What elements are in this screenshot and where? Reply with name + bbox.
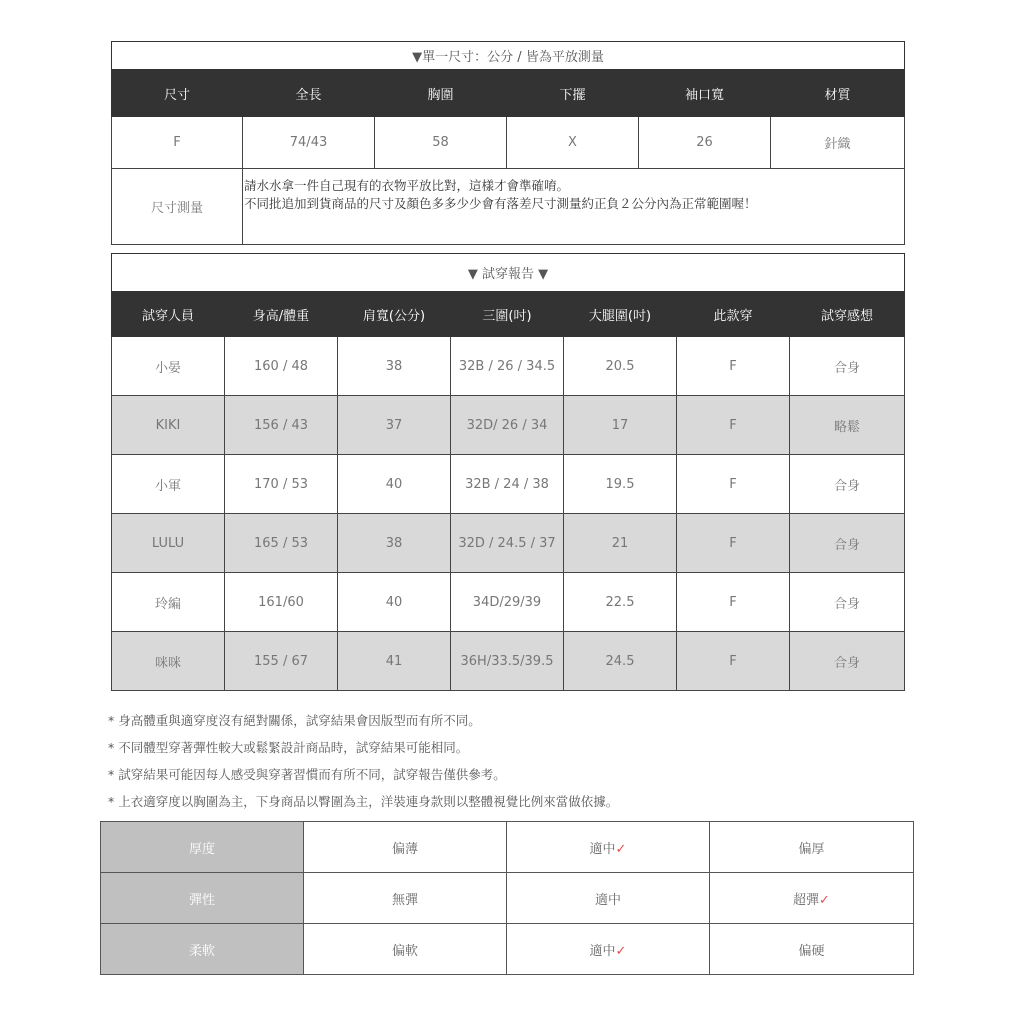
size-table <box>111 41 905 245</box>
trial-cell: 19.5 <box>564 455 677 514</box>
measure-label: 尺寸測量 <box>112 169 243 245</box>
trial-cell: 咪咪 <box>112 632 225 691</box>
trial-cell: 小軍 <box>112 455 225 514</box>
note-item: * 身高體重與適穿度沒有絕對關係，試穿結果會因版型而有所不同。 <box>108 713 481 728</box>
trial-cell: 20.5 <box>564 337 677 396</box>
feel-option <box>304 873 507 924</box>
size-header-hem: 下擺 <box>507 70 639 117</box>
table-row <box>112 632 905 691</box>
feel-option-label: 適中 <box>589 943 616 959</box>
trial-cell: KIKI <box>112 396 225 455</box>
size-header-material: 材質 <box>771 70 905 117</box>
trial-cell: 40 <box>338 455 451 514</box>
trial-cell: 合身 <box>790 337 905 396</box>
feel-option-label: 適中 <box>589 841 616 857</box>
note-item: * 上衣適穿度以胸圍為主，下身商品以臀圍為主，洋裝連身款則以整體視覺比例來當做依據。 <box>108 794 619 809</box>
size-header-chest: 胸圍 <box>375 70 507 117</box>
trial-cell: 22.5 <box>564 573 677 632</box>
fit-notes <box>108 712 618 820</box>
size-cell-chest: 58 <box>375 117 507 169</box>
feel-option <box>304 924 507 975</box>
check-icon: ✓ <box>819 892 830 908</box>
feel-label-thickness: 厚度 <box>101 822 304 873</box>
trial-header-thigh: 大腿圍(吋) <box>564 292 677 337</box>
size-cell-material: 針織 <box>771 117 905 169</box>
measure-note-line-2: 不同批追加到貨商品的尺寸及顏色多多少少會有落差尺寸測量約正負２公分內為正常範圍喔！ <box>244 196 757 211</box>
trial-cell: 32B / 24 / 38 <box>451 455 564 514</box>
feel-row-elasticity <box>101 873 914 924</box>
trial-cell: 24.5 <box>564 632 677 691</box>
table-row <box>112 573 905 632</box>
trial-cell: 17 <box>564 396 677 455</box>
trial-cell: 32B / 26 / 34.5 <box>451 337 564 396</box>
trial-cell: F <box>677 573 790 632</box>
trial-cell: 32D/ 26 / 34 <box>451 396 564 455</box>
table-row <box>112 455 905 514</box>
feel-option <box>507 822 710 873</box>
size-table-caption: ▼單一尺寸：公分 / 皆為平放測量 <box>112 42 905 70</box>
measure-note <box>243 169 905 245</box>
trial-cell: 40 <box>338 573 451 632</box>
trial-cell: 合身 <box>790 632 905 691</box>
trial-cell: 41 <box>338 632 451 691</box>
feel-label-elasticity: 彈性 <box>101 873 304 924</box>
feel-option <box>304 822 507 873</box>
table-row <box>112 337 905 396</box>
size-header-size: 尺寸 <box>112 70 243 117</box>
trial-cell: 38 <box>338 514 451 573</box>
size-cell-hem: X <box>507 117 639 169</box>
size-header-cuff: 袖口寬 <box>639 70 771 117</box>
trial-cell: 21 <box>564 514 677 573</box>
feel-option <box>507 873 710 924</box>
trial-header-feedback: 試穿感想 <box>790 292 905 337</box>
trial-cell: 156 / 43 <box>225 396 338 455</box>
trial-cell: LULU <box>112 514 225 573</box>
feel-option-label: 偏厚 <box>798 841 825 857</box>
trial-cell: 32D / 24.5 / 37 <box>451 514 564 573</box>
feel-label-softness: 柔軟 <box>101 924 304 975</box>
size-cell-size: F <box>112 117 243 169</box>
feel-option <box>710 873 914 924</box>
trial-cell: 161/60 <box>225 573 338 632</box>
trial-header-measurements: 三圍(吋) <box>451 292 564 337</box>
trial-header-shoulder: 肩寬(公分) <box>338 292 451 337</box>
trial-cell: F <box>677 455 790 514</box>
trial-cell: 合身 <box>790 455 905 514</box>
trial-cell: 155 / 67 <box>225 632 338 691</box>
size-header-length: 全長 <box>243 70 375 117</box>
note-item: * 不同體型穿著彈性較大或鬆緊設計商品時，試穿結果可能相同。 <box>108 740 469 755</box>
feel-option-label: 超彈 <box>793 892 820 908</box>
trial-cell: 合身 <box>790 573 905 632</box>
trial-cell: F <box>677 514 790 573</box>
trial-cell: 34D/29/39 <box>451 573 564 632</box>
trial-cell: 37 <box>338 396 451 455</box>
check-icon: ✓ <box>615 943 627 959</box>
feel-option-label: 偏軟 <box>391 943 418 959</box>
trial-cell: F <box>677 337 790 396</box>
trial-header-size-worn: 此款穿 <box>677 292 790 337</box>
table-row <box>112 396 905 455</box>
feel-option-label: 無彈 <box>391 892 418 908</box>
note-item: * 試穿結果可能因每人感受與穿著習慣而有所不同，試穿報告僅供參考。 <box>108 767 506 782</box>
trial-cell: 165 / 53 <box>225 514 338 573</box>
trial-cell: 170 / 53 <box>225 455 338 514</box>
feel-option-label: 偏硬 <box>798 943 825 959</box>
trial-cell: 略鬆 <box>790 396 905 455</box>
feel-option <box>710 822 914 873</box>
trial-table-caption: ▼ 試穿報告 ▼ <box>112 254 905 292</box>
check-icon: ✓ <box>615 841 627 857</box>
trial-report-table <box>111 253 905 691</box>
feel-option <box>710 924 914 975</box>
trial-cell: 玲編 <box>112 573 225 632</box>
trial-header-height-weight: 身高/體重 <box>225 292 338 337</box>
trial-cell: 合身 <box>790 514 905 573</box>
size-cell-cuff: 26 <box>639 117 771 169</box>
trial-cell: 36H/33.5/39.5 <box>451 632 564 691</box>
trial-cell: 38 <box>338 337 451 396</box>
measure-note-line-1: 請水水拿一件自己現有的衣物平放比對，這樣才會準確唷。 <box>244 178 570 193</box>
feel-option-label: 適中 <box>594 892 621 908</box>
feel-row-softness <box>101 924 914 975</box>
trial-cell: F <box>677 632 790 691</box>
trial-cell: 小晏 <box>112 337 225 396</box>
trial-cell: 160 / 48 <box>225 337 338 396</box>
feel-row-thickness <box>101 822 914 873</box>
trial-cell: F <box>677 396 790 455</box>
table-row <box>112 514 905 573</box>
feel-option-label: 偏薄 <box>391 841 418 857</box>
fabric-feel-table <box>100 821 914 975</box>
feel-option <box>507 924 710 975</box>
size-cell-length: 74/43 <box>243 117 375 169</box>
trial-header-tester: 試穿人員 <box>112 292 225 337</box>
